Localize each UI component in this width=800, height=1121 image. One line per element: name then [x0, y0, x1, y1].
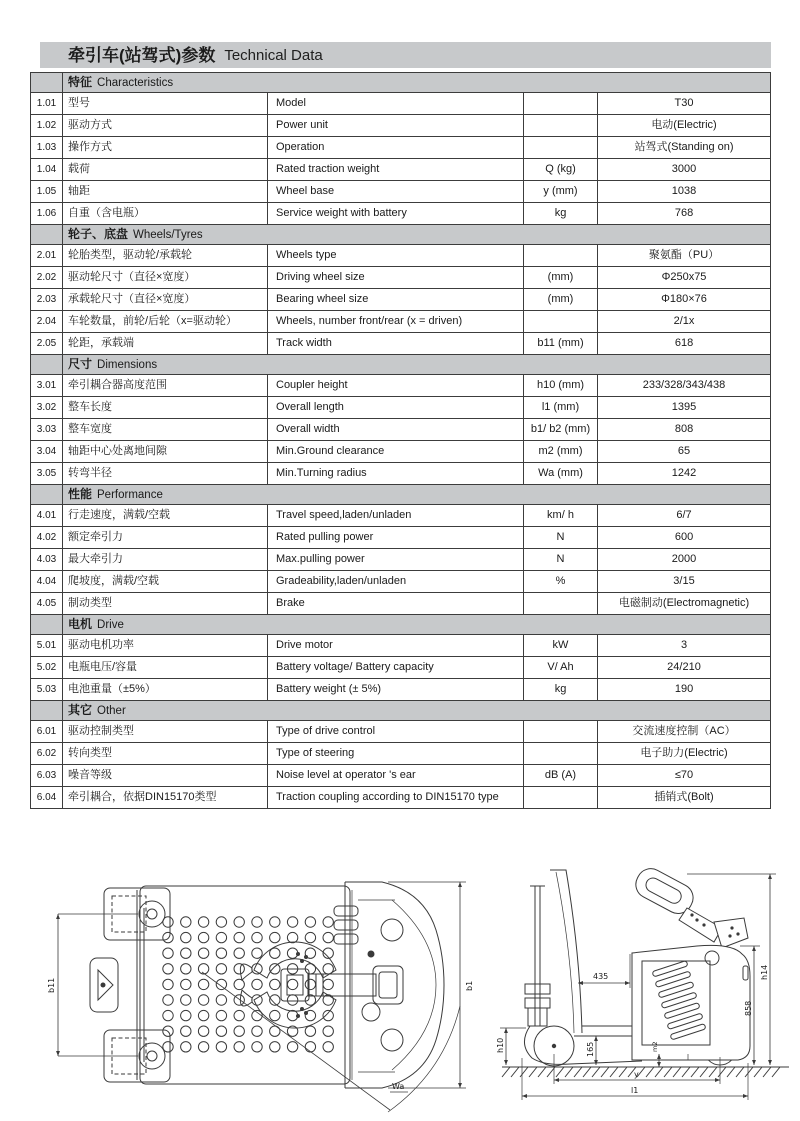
- section-label-english: Other: [97, 704, 126, 717]
- spec-row: [31, 137, 771, 159]
- page-title-bar: [40, 42, 771, 68]
- spec-value: 插销式(Bolt): [598, 787, 771, 809]
- spec-value: 站驾式(Standing on): [598, 137, 771, 159]
- section-header-row: [31, 73, 771, 93]
- top-view-dimensions: [47, 882, 474, 1112]
- section-header-label: [63, 73, 771, 93]
- spec-name-english: Driving wheel size: [268, 267, 524, 289]
- spec-value: Φ180×76: [598, 289, 771, 311]
- ground-hatching: [502, 1067, 780, 1077]
- section-label-english: Wheels/Tyres: [133, 228, 203, 241]
- spec-unit-symbol: [524, 593, 598, 615]
- section-header-label: [63, 355, 771, 375]
- spec-unit-symbol: [524, 245, 598, 267]
- row-number: 1.02: [31, 115, 63, 137]
- side-view-vehicle-body: [502, 864, 789, 1077]
- section-label-english: Dimensions: [97, 358, 158, 371]
- spec-name-chinese: 轮胎类型，驱动轮/承载轮: [63, 245, 268, 267]
- spec-row: [31, 333, 771, 355]
- spec-row: [31, 505, 771, 527]
- front-cover-outline: [345, 882, 444, 1088]
- spec-name-english: Rated traction weight: [268, 159, 524, 181]
- row-number: 1.03: [31, 137, 63, 159]
- spec-name-chinese: 承载轮尺寸（直径×宽度）: [63, 289, 268, 311]
- body-side: [632, 945, 750, 1060]
- platform-outline: [140, 886, 350, 1084]
- spec-name-english: Overall width: [268, 419, 524, 441]
- spec-row: [31, 593, 771, 615]
- spec-row: [31, 549, 771, 571]
- spec-name-english: Wheels type: [268, 245, 524, 267]
- section-header-num-cell: [31, 225, 63, 245]
- spec-name-chinese: 驱动电机功率: [63, 635, 268, 657]
- front-vent-slats: [334, 906, 358, 944]
- spec-name-chinese: 驱动方式: [63, 115, 268, 137]
- spec-name-english: Traction coupling according to DIN15170 type: [268, 787, 524, 809]
- section-label-english: Performance: [97, 488, 163, 501]
- spec-name-english: Brake: [268, 593, 524, 615]
- row-number: 6.04: [31, 787, 63, 809]
- section-label-chinese: 轮子、底盘: [68, 226, 129, 241]
- spec-unit-symbol: b11 (mm): [524, 333, 598, 355]
- row-number: 3.03: [31, 419, 63, 441]
- spec-name-english: Max.pulling power: [268, 549, 524, 571]
- row-number: 2.04: [31, 311, 63, 333]
- spec-unit-symbol: m2 (mm): [524, 441, 598, 463]
- spec-name-english: Service weight with battery: [268, 203, 524, 225]
- spec-name-chinese: 转向类型: [63, 743, 268, 765]
- spec-row: [31, 721, 771, 743]
- spec-row: [31, 267, 771, 289]
- spec-name-english: Type of steering: [268, 743, 524, 765]
- dim-label-165: 165: [586, 1041, 595, 1057]
- spec-name-english: Min.Turning radius: [268, 463, 524, 485]
- spec-name-english: Model: [268, 93, 524, 115]
- front-cover-inner-curve: [392, 900, 436, 1070]
- row-number: 6.02: [31, 743, 63, 765]
- spec-value: T30: [598, 93, 771, 115]
- spec-unit-symbol: kg: [524, 679, 598, 701]
- spec-value: Φ250x75: [598, 267, 771, 289]
- spec-name-chinese: 额定牵引力: [63, 527, 268, 549]
- spec-value: 3/15: [598, 571, 771, 593]
- spec-row: [31, 571, 771, 593]
- spec-row: [31, 115, 771, 137]
- spec-unit-symbol: [524, 137, 598, 159]
- spec-unit-symbol: l1 (mm): [524, 397, 598, 419]
- spec-unit-symbol: [524, 743, 598, 765]
- row-number: 3.01: [31, 375, 63, 397]
- row-number: 1.04: [31, 159, 63, 181]
- spec-unit-symbol: km/ h: [524, 505, 598, 527]
- spec-row: [31, 397, 771, 419]
- spec-name-english: Min.Ground clearance: [268, 441, 524, 463]
- spec-unit-symbol: Wa (mm): [524, 463, 598, 485]
- spec-name-chinese: 电瓶电压/容量: [63, 657, 268, 679]
- spec-name-chinese: 轮距，承载端: [63, 333, 268, 355]
- spec-value: 600: [598, 527, 771, 549]
- spec-unit-symbol: V/ Ah: [524, 657, 598, 679]
- section-label-english: Drive: [97, 618, 124, 631]
- dim-label-m2: m2: [651, 1041, 659, 1052]
- section-header-num-cell: [31, 73, 63, 93]
- spec-row: [31, 181, 771, 203]
- spec-value: 1038: [598, 181, 771, 203]
- dim-label-b11: b11: [47, 977, 56, 993]
- spec-name-chinese: 载荷: [63, 159, 268, 181]
- tiller-side-view: [631, 864, 748, 948]
- row-number: 4.02: [31, 527, 63, 549]
- spec-value: 6/7: [598, 505, 771, 527]
- spec-name-chinese: 车轮数量，前轮/后轮（x=驱动轮）: [63, 311, 268, 333]
- row-number: 3.04: [31, 441, 63, 463]
- rear-drawbar-chassis: [524, 1026, 642, 1064]
- spec-name-english: Track width: [268, 333, 524, 355]
- technical-data-table: [30, 72, 771, 809]
- spec-name-chinese: 整车宽度: [63, 419, 268, 441]
- dim-label-h10: h10: [496, 1037, 505, 1053]
- top-view-drawing: [40, 860, 480, 1118]
- spec-row: [31, 375, 771, 397]
- spec-value: 1242: [598, 463, 771, 485]
- dim-label-b1: b1: [465, 980, 474, 991]
- spec-value: 电子助力(Electric): [598, 743, 771, 765]
- spec-value: 808: [598, 419, 771, 441]
- spec-row: [31, 93, 771, 115]
- row-number: 6.03: [31, 765, 63, 787]
- spec-name-english: Wheels, number front/rear (x = driven): [268, 311, 524, 333]
- spec-unit-symbol: [524, 115, 598, 137]
- dim-label-y: y: [634, 1070, 639, 1079]
- spec-unit-symbol: Q (kg): [524, 159, 598, 181]
- backrest: [550, 870, 632, 1036]
- row-number: 3.02: [31, 397, 63, 419]
- spec-value: 1395: [598, 397, 771, 419]
- spec-name-english: Bearing wheel size: [268, 289, 524, 311]
- section-header-label: [63, 701, 771, 721]
- spec-value: 24/210: [598, 657, 771, 679]
- front-deck-details: [358, 900, 403, 1072]
- coupler-mast: [525, 886, 550, 1026]
- spec-value: 233/328/343/438: [598, 375, 771, 397]
- dim-label-l1: l1: [631, 1086, 639, 1095]
- spec-unit-symbol: [524, 311, 598, 333]
- spec-name-chinese: 爬坡度，满载/空载: [63, 571, 268, 593]
- spec-name-english: Power unit: [268, 115, 524, 137]
- spec-row: [31, 527, 771, 549]
- spec-name-chinese: 操作方式: [63, 137, 268, 159]
- spec-value: 618: [598, 333, 771, 355]
- spec-row: [31, 679, 771, 701]
- spec-value: ≤70: [598, 765, 771, 787]
- row-number: 2.05: [31, 333, 63, 355]
- dim-label-wa: Wa: [392, 1082, 405, 1091]
- spec-name-chinese: 驱动轮尺寸（直径×宽度）: [63, 267, 268, 289]
- page-title-english: Technical Data: [224, 46, 323, 64]
- spec-name-chinese: 轴距中心处离地间隙: [63, 441, 268, 463]
- section-header-label: [63, 225, 771, 245]
- section-header-row: [31, 485, 771, 505]
- row-number: 2.02: [31, 267, 63, 289]
- spec-name-english: Battery voltage/ Battery capacity: [268, 657, 524, 679]
- row-number: 3.05: [31, 463, 63, 485]
- spec-value: 电磁制动(Electromagnetic): [598, 593, 771, 615]
- spec-name-chinese: 牵引耦合，依据DIN15170类型: [63, 787, 268, 809]
- spec-name-chinese: 行走速度，满载/空载: [63, 505, 268, 527]
- section-header-row: [31, 225, 771, 245]
- spec-unit-symbol: dB (A): [524, 765, 598, 787]
- section-header-row: [31, 701, 771, 721]
- section-header-label: [63, 485, 771, 505]
- section-header-num-cell: [31, 355, 63, 375]
- spec-name-chinese: 电池重量（±5%）: [63, 679, 268, 701]
- spec-name-chinese: 整车长度: [63, 397, 268, 419]
- row-number: 1.05: [31, 181, 63, 203]
- spec-row: [31, 743, 771, 765]
- spec-name-chinese: 牵引耦合器高度范围: [63, 375, 268, 397]
- spec-name-english: Drive motor: [268, 635, 524, 657]
- section-label-chinese: 特征: [68, 74, 93, 89]
- section-label-chinese: 电机: [68, 616, 93, 631]
- section-header-row: [31, 615, 771, 635]
- dim-label-858: 858: [744, 1000, 753, 1016]
- spec-unit-symbol: h10 (mm): [524, 375, 598, 397]
- spec-row: [31, 787, 771, 809]
- spec-row: [31, 419, 771, 441]
- spec-name-chinese: 轴距: [63, 181, 268, 203]
- spec-row: [31, 289, 771, 311]
- spec-name-english: Rated pulling power: [268, 527, 524, 549]
- row-number: 1.06: [31, 203, 63, 225]
- section-header-label: [63, 615, 771, 635]
- row-number: 4.01: [31, 505, 63, 527]
- spec-name-chinese: 噪音等级: [63, 765, 268, 787]
- spec-name-english: Operation: [268, 137, 524, 159]
- row-number: 4.04: [31, 571, 63, 593]
- row-number: 2.03: [31, 289, 63, 311]
- dim-label-h14: h14: [760, 964, 769, 980]
- spec-name-english: Gradeability,laden/unladen: [268, 571, 524, 593]
- spec-name-english: Type of drive control: [268, 721, 524, 743]
- spec-name-chinese: 自重（含电瓶）: [63, 203, 268, 225]
- spec-name-english: Wheel base: [268, 181, 524, 203]
- spec-row: [31, 635, 771, 657]
- spec-name-english: Noise level at operator 's ear: [268, 765, 524, 787]
- spec-unit-symbol: N: [524, 527, 598, 549]
- spec-unit-symbol: kg: [524, 203, 598, 225]
- spec-name-chinese: 制动类型: [63, 593, 268, 615]
- row-number: 5.03: [31, 679, 63, 701]
- row-number: 5.02: [31, 657, 63, 679]
- spec-value: 65: [598, 441, 771, 463]
- spec-row: [31, 311, 771, 333]
- dim-label-435: 435: [593, 972, 609, 981]
- spec-unit-symbol: [524, 93, 598, 115]
- row-number: 5.01: [31, 635, 63, 657]
- section-label-chinese: 尺寸: [68, 356, 93, 371]
- spec-value: 3000: [598, 159, 771, 181]
- spec-value: 2/1x: [598, 311, 771, 333]
- section-label-chinese: 性能: [68, 486, 93, 501]
- spec-row: [31, 657, 771, 679]
- spec-row: [31, 159, 771, 181]
- spec-name-chinese: 型号: [63, 93, 268, 115]
- spec-row: [31, 203, 771, 225]
- row-number: 2.01: [31, 245, 63, 267]
- section-label-english: Characteristics: [97, 76, 174, 89]
- spec-row: [31, 765, 771, 787]
- spec-name-chinese: 转弯半径: [63, 463, 268, 485]
- spec-unit-symbol: [524, 721, 598, 743]
- spec-name-english: Coupler height: [268, 375, 524, 397]
- spec-unit-symbol: kW: [524, 635, 598, 657]
- spec-row: [31, 463, 771, 485]
- top-view-vehicle-body: [90, 882, 444, 1088]
- spec-unit-symbol: N: [524, 549, 598, 571]
- spec-value: 交流速度控制（AC）: [598, 721, 771, 743]
- row-number: 6.01: [31, 721, 63, 743]
- spec-unit-symbol: (mm): [524, 289, 598, 311]
- section-header-row: [31, 355, 771, 375]
- row-number: 1.01: [31, 93, 63, 115]
- spec-value: 聚氨酯（PU）: [598, 245, 771, 267]
- spec-value: 768: [598, 203, 771, 225]
- section-header-num-cell: [31, 615, 63, 635]
- tiller-top-view: [308, 966, 403, 1004]
- page-title-chinese: 牵引车(站驾式)参数: [68, 45, 216, 65]
- section-header-num-cell: [31, 485, 63, 505]
- side-view-drawing: [492, 858, 797, 1119]
- section-header-num-cell: [31, 701, 63, 721]
- spec-unit-symbol: y (mm): [524, 181, 598, 203]
- spec-unit-symbol: %: [524, 571, 598, 593]
- spec-value: 3: [598, 635, 771, 657]
- spec-name-chinese: 最大牵引力: [63, 549, 268, 571]
- spec-row: [31, 441, 771, 463]
- spec-unit-symbol: [524, 787, 598, 809]
- spec-name-chinese: 驱动控制类型: [63, 721, 268, 743]
- spec-unit-symbol: b1/ b2 (mm): [524, 419, 598, 441]
- spec-name-english: Overall length: [268, 397, 524, 419]
- spec-name-english: Travel speed,laden/unladen: [268, 505, 524, 527]
- tow-coupler: [90, 958, 118, 1012]
- spec-name-english: Battery weight (± 5%): [268, 679, 524, 701]
- section-label-chinese: 其它: [68, 702, 93, 717]
- row-number: 4.05: [31, 593, 63, 615]
- spec-value: 2000: [598, 549, 771, 571]
- spec-value: 电动(Electric): [598, 115, 771, 137]
- spec-row: [31, 245, 771, 267]
- row-number: 4.03: [31, 549, 63, 571]
- spec-value: 190: [598, 679, 771, 701]
- spec-unit-symbol: (mm): [524, 267, 598, 289]
